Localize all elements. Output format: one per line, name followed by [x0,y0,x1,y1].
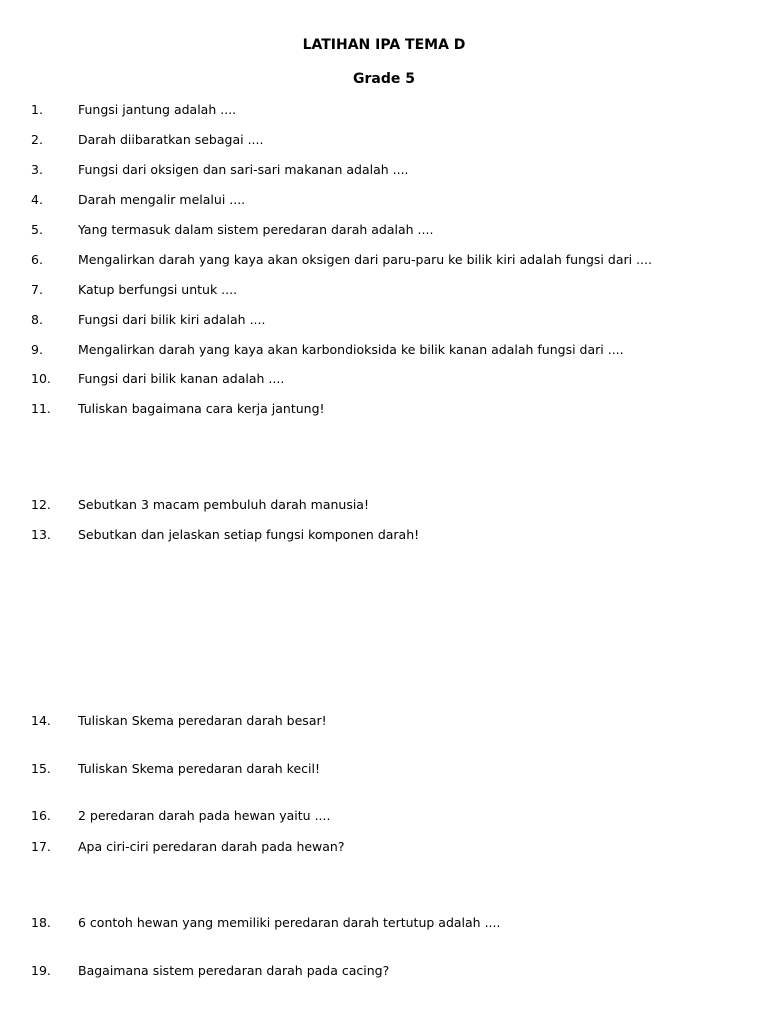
question-item [0,369,768,389]
question-text: Darah diibaratkan sebagai .... [78,132,264,147]
question-number: 11. [31,401,51,416]
question-text: Yang termasuk dalam sistem peredaran darah adalah .... [78,222,434,237]
question-number: 1. [31,102,43,117]
question-number: 13. [31,527,51,542]
question-text: Bagaimana sistem peredaran darah pada cacing? [78,963,390,978]
question-text: Darah mengalir melalui .... [78,192,246,207]
question-item [0,310,768,330]
question-item [0,280,768,300]
question-number: 6. [31,252,43,267]
question-text: Apa ciri-ciri peredaran darah pada hewan? [78,839,345,854]
question-item [0,190,768,210]
question-text: Mengalirkan darah yang kaya akan oksigen dari paru-paru ke bilik kiri adalah fungsi dari .... [78,252,652,267]
question-item [0,130,768,150]
question-text: Tuliskan Skema peredaran darah kecil! [78,761,320,776]
question-text: Sebutkan dan jelaskan setiap fungsi komponen darah! [78,527,420,542]
question-number: 9. [31,342,43,357]
question-number: 2. [31,132,43,147]
question-text: Tuliskan bagaimana cara kerja jantung! [78,401,325,416]
question-number: 7. [31,282,43,297]
question-item [0,250,768,270]
question-number: 3. [31,162,43,177]
question-number: 4. [31,192,43,207]
question-item [0,340,768,360]
question-text: Fungsi dari bilik kanan adalah .... [78,371,285,386]
question-text: Fungsi dari oksigen dan sari-sari makanan adalah .... [78,162,409,177]
document-subtitle: Grade 5 [353,71,415,87]
question-item [0,759,768,779]
question-number: 15. [31,761,51,776]
question-item [0,399,768,419]
question-text: Fungsi jantung adalah .... [78,102,237,117]
question-number: 8. [31,312,43,327]
question-item [0,525,768,545]
question-number: 17. [31,839,51,854]
question-item [0,961,768,981]
question-number: 5. [31,222,43,237]
question-item [0,160,768,180]
question-text: 6 contoh hewan yang memiliki peredaran darah tertutup adalah .... [78,915,501,930]
question-number: 12. [31,497,51,512]
question-text: Sebutkan 3 macam pembuluh darah manusia! [78,497,369,512]
question-item [0,220,768,240]
question-text: Fungsi dari bilik kiri adalah .... [78,312,266,327]
question-number: 14. [31,713,51,728]
question-number: 10. [31,371,51,386]
question-item [0,806,768,826]
question-item [0,711,768,731]
question-item [0,100,768,120]
question-text: Mengalirkan darah yang kaya akan karbondioksida ke bilik kanan adalah fungsi dari .... [78,342,624,357]
question-text: Tuliskan Skema peredaran darah besar! [78,713,327,728]
question-number: 18. [31,915,51,930]
question-text: 2 peredaran darah pada hewan yaitu .... [78,808,331,823]
question-item [0,495,768,515]
question-number: 19. [31,963,51,978]
question-item [0,913,768,933]
question-number: 16. [31,808,51,823]
document-title: LATIHAN IPA TEMA D [302,37,466,53]
question-item [0,837,768,857]
question-text: Katup berfungsi untuk .... [78,282,238,297]
